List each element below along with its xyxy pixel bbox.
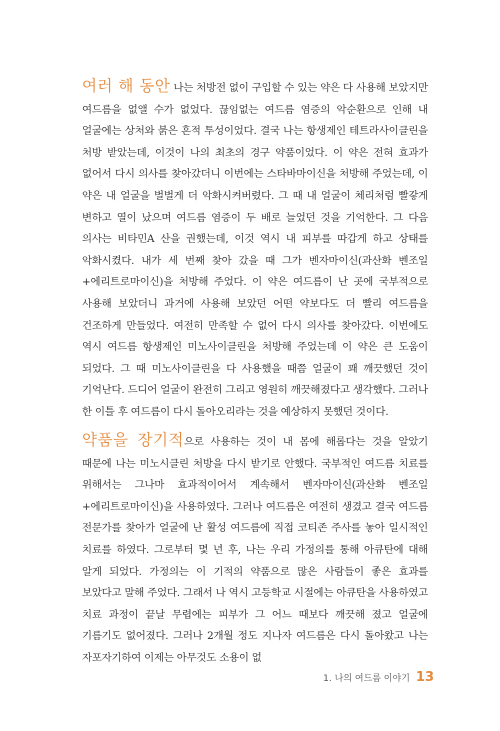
paragraph-2-body: 으로 사용하는 것이 내 몸에 해롭다는 것을 알았기 때문에 나는 미노시클린 처방을 다시 받기로 안했다. 국부적인 여드름 치료를 위해서는 그나마 효과적이어서 계속해서 벤자마이신(과산화 벤조일+에리트로마이신)을 사용하였다. 그러나 여드름은 여전히 생겼고 결국 여드름 전문가를 찾아가 얼굴에 난 활성 여드름에 직접 코티존 주사를 놓아 일시적인 치료를 하였다. 그로부터 몇 년 후, 나는 우리 가정의를 통해 아큐탄에 대해 알게 되었다. 가정의는 이 기적의 약품으로 많은 사람들이 좋은 효과를 보았다고 말해 주었다. 그래서 나 역시 고등학교 시절에는 아큐탄을 사용하였고 치료 과정이 끝날 무렵에는 피부가 그 어느 때보다 깨끗해 졌고 얼굴에 기름기도 없어졌다. 그러나 2개월 정도 지나자 여드름은 다시 돌아왔고 나는 자포자기하여 이제는 아무것도 소용이 없 [82,436,429,664]
paragraph-1-lead: 여러 해 동안 [82,77,171,95]
paragraph-1-body: 나는 처방전 없이 구입할 수 있는 약은 다 사용해 보았지만 여드름을 없앨 수가 없었다. 끊임없는 여드름 염증의 악순환으로 인해 내 얼굴에는 상처와 붉은 흔적 투성이었다. 결국 나는 항생제인 테트라사이클린을 처방 받았는데, 이것이 나의 최초의 경구 약품이었다. 이 약은 전혀 효과가 없어서 다시 의사를 찾아갔더니 이번에는 스타바마이신을 처방해 주었는데, 이 약은 내 얼굴을 벌벌게 더 악화시켜버렸다. 그 때 내 얼굴이 체리처럼 빨갛게 변하고 열이 났으며 여드름 염증이 두 배로 늘었던 것을 기억한다. 그 다음 의사는 비타민A 산을 권했는데, 이것 역시 내 피부를 따갑게 하고 상태를 악화시켰다. 내가 세 번째 찾아 갔을 때 그가 벤자마이신(과산화 벤조일+에리트로마이신)을 처방해 주었다. 이 약은 여드름이 난 곳에 국부적으로 사용해 보았더니 과거에 사용해 보았던 어떤 약보다도 더 빨리 여드름을 건조하게 만들었다. 여전히 만족할 수 없어 다시 의사를 찾아갔다. 이번에도 역시 여드름 항생제인 미노사이클린을 처방해 주었는데 이 약은 큰 도움이 되었다. 그 때 미노사이클린을 다 사용했을 때쯤 얼굴이 꽤 깨끗했던 것이 기억난다. 드디어 얼굴이 완전히 그리고 영원히 깨끗해졌다고 생각했다. 그러나 한 이틀 후 여드름이 다시 돌아오리라는 것을 예상하지 못했던 것이다. [82,82,428,418]
running-head: 1. 나의 여드름 이야기 [323,674,410,684]
paragraph-1 [82,76,428,424]
page-footer [323,670,434,685]
page-number: 13 [415,670,434,685]
paragraph-2 [82,430,428,670]
paragraph-2-lead: 약품을 장기적 [82,431,184,449]
